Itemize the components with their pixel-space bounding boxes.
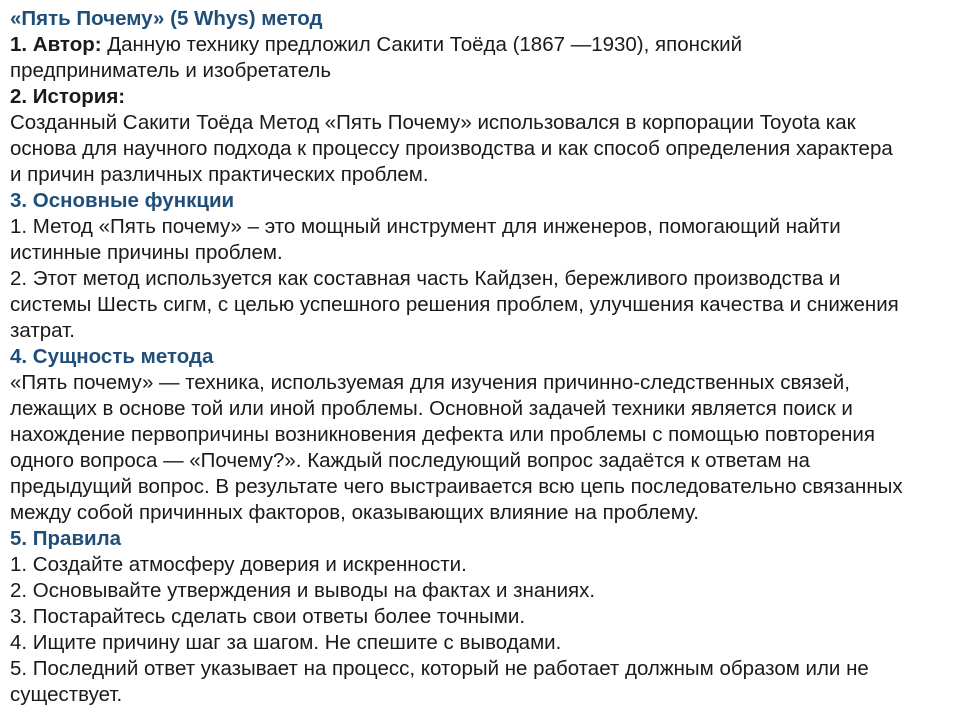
author-text: Данную технику предложил Сакити Тоёда (1867 —1930), японский	[101, 33, 743, 56]
essence-text-line: одного вопроса — «Почему?». Каждый последующий вопрос задаётся к ответам на	[10, 449, 810, 472]
author-line	[10, 32, 950, 58]
functions-text-line: системы Шесть сигм, с целью успешного решения проблем, улучшения качества и снижения	[10, 293, 899, 316]
rules-item: 5. Последний ответ указывает на процесс, который не работает должным образом или не	[10, 657, 869, 680]
author-label: 1. Автор:	[10, 33, 102, 56]
functions-text-line: 2. Этот метод используется как составная часть Кайдзен, бережливого производства и	[10, 267, 841, 290]
rules-item: существует.	[10, 683, 123, 706]
author-text-continued: предприниматель и изобретатель	[10, 59, 332, 82]
essence-text-line: лежащих в основе той или иной проблемы. Основной задачей техники является поиск и	[10, 397, 853, 420]
history-text-line: основа для научного подхода к процессу производства и как способ определения характера	[10, 137, 893, 160]
essence-text-line: нахождение первопричины возникновения дефекта или проблемы с помощью повторения	[10, 423, 875, 446]
history-text-line: и причин различных практических проблем.	[10, 163, 429, 186]
functions-text-line: истинные причины проблем.	[10, 241, 283, 264]
history-label: 2. История:	[10, 85, 126, 108]
rules-item: 1. Создайте атмосферу доверия и искренности.	[10, 553, 467, 576]
essence-heading: 4. Сущность метода	[10, 345, 214, 368]
page-title: «Пять Почему» (5 Whys) метод	[10, 7, 323, 30]
functions-text-line: затрат.	[10, 319, 75, 342]
functions-heading: 3. Основные функции	[10, 189, 235, 212]
rules-heading: 5. Правила	[10, 527, 122, 550]
slide-content	[10, 6, 950, 708]
essence-text-line: предыдущий вопрос. В результате чего выстраивается всю цепь последовательно связанных	[10, 475, 903, 498]
essence-text-line: «Пять почему» — техника, используемая для изучения причинно-следственных связей,	[10, 371, 850, 394]
rules-item: 4. Ищите причину шаг за шагом. Не спешите с выводами.	[10, 631, 562, 654]
functions-text-line: 1. Метод «Пять почему» – это мощный инструмент для инженеров, помогающий найти	[10, 215, 841, 238]
rules-item: 3. Постарайтесь сделать свои ответы более точными.	[10, 605, 526, 628]
essence-text-line: между собой причинных факторов, оказывающих влияние на проблему.	[10, 501, 699, 524]
history-text-line: Созданный Сакити Тоёда Метод «Пять Почему» использовался в корпорации Toyota как	[10, 111, 856, 134]
rules-item: 2. Основывайте утверждения и выводы на фактах и знаниях.	[10, 579, 596, 602]
